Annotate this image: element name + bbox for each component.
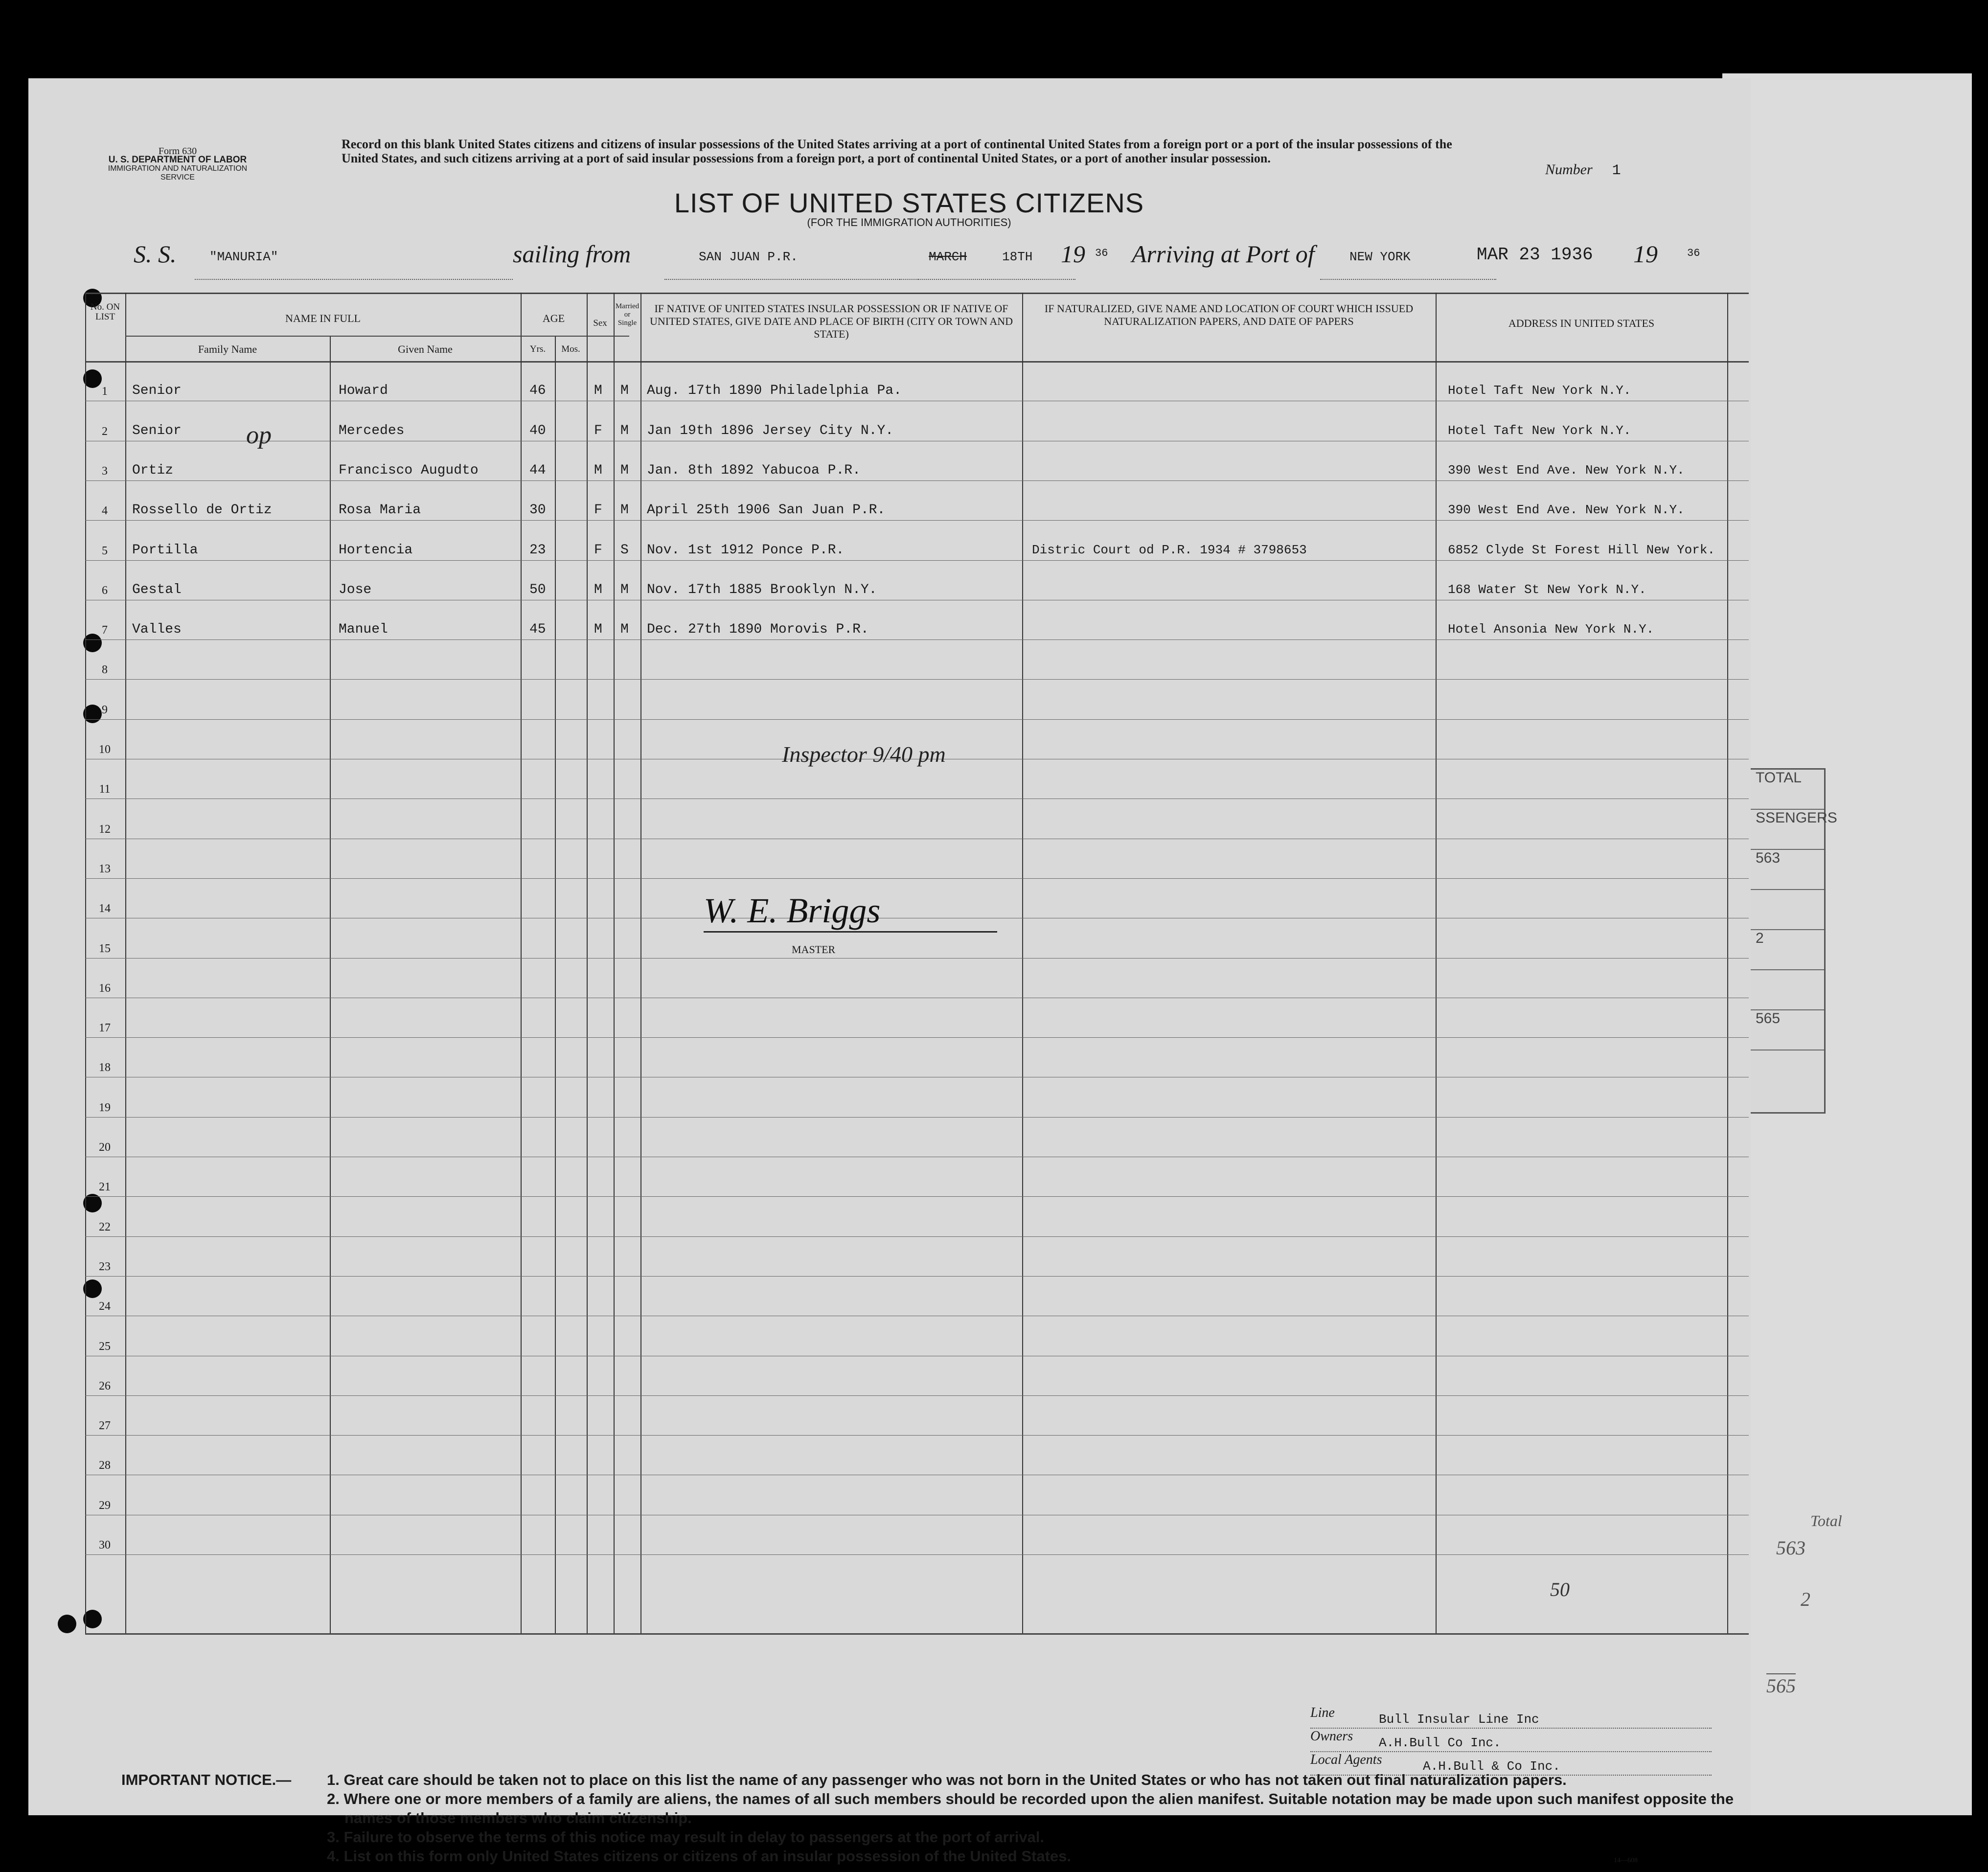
- cell-naturalized: Distric Court od P.R. 1934 # 3798653: [1032, 542, 1307, 557]
- cell-ms: M: [620, 502, 629, 518]
- row-number: 23: [99, 1260, 111, 1273]
- col-border: [1022, 293, 1023, 1633]
- cell-ms: M: [620, 383, 629, 399]
- cell-sex: M: [594, 383, 602, 399]
- cell-family: Senior: [132, 423, 182, 438]
- cell-address: Hotel Ansonia New York N.Y.: [1448, 622, 1654, 637]
- row-number: 25: [99, 1340, 111, 1353]
- row-number: 22: [99, 1220, 111, 1233]
- subheader-border: [125, 336, 629, 337]
- col-border: [1727, 293, 1728, 1633]
- number-value: 1: [1612, 162, 1621, 179]
- col-married-single: Married or Single: [615, 302, 640, 327]
- cell-sex: M: [594, 582, 602, 597]
- row-rule: [85, 1554, 1749, 1555]
- table-header-border: [85, 361, 1749, 363]
- col-naturalized: IF NATURALIZED, GIVE NAME AND LOCATION OF COURT WHICH ISSUED NATURALIZATION PAPERS, AND DATE OF PAPERS: [1044, 302, 1414, 327]
- notice-list: [327, 1770, 1736, 1866]
- row-rule: [85, 679, 1749, 680]
- cell-address: 390 West End Ave. New York N.Y.: [1448, 462, 1685, 478]
- row-number: 17: [99, 1022, 111, 1035]
- manifest-sheet: [28, 78, 1751, 1865]
- shipping-agents: [1310, 1705, 1712, 1776]
- tally-blank-2: [1751, 970, 1824, 1010]
- line-row: [1310, 1705, 1712, 1729]
- col-given-name: Given Name: [398, 343, 453, 355]
- ship-name: "MANURIA": [195, 250, 513, 280]
- cell-yrs: 50: [529, 582, 546, 597]
- row-rule: [85, 639, 1749, 640]
- cell-yrs: 45: [529, 622, 546, 638]
- cell-given: Hortencia: [339, 542, 413, 558]
- cell-yrs: 44: [529, 462, 546, 478]
- local-agents-value: A.H.Bull & Co Inc.: [1423, 1759, 1560, 1774]
- service-name: IMMIGRATION AND NATURALIZATION SERVICE: [108, 164, 248, 182]
- cell-ms: M: [620, 423, 629, 438]
- row-number: 28: [99, 1459, 111, 1472]
- list-number: [1545, 161, 1621, 179]
- arrival-date-stamp: MAR 23 1936: [1477, 245, 1593, 265]
- row-number: 13: [99, 862, 111, 875]
- cell-given: Rosa Maria: [339, 502, 421, 518]
- row-rule: [85, 719, 1749, 720]
- cell-given: Howard: [339, 383, 388, 399]
- row-number: 12: [99, 822, 111, 836]
- row-number: 18: [99, 1061, 111, 1074]
- cell-address: Hotel Taft New York N.Y.: [1448, 383, 1631, 398]
- line-label: Line: [1310, 1705, 1335, 1720]
- cell-sex: F: [594, 542, 602, 558]
- arrival-port: NEW YORK: [1320, 250, 1496, 280]
- number-label: Number: [1545, 161, 1593, 178]
- row-rule: [85, 520, 1749, 521]
- cell-ms: M: [620, 462, 629, 478]
- arrival-year: 36: [1687, 247, 1700, 259]
- row-number: 2: [102, 425, 108, 438]
- row-number: 19: [99, 1101, 111, 1114]
- cell-address: 6852 Clyde St Forest Hill New York.: [1448, 542, 1715, 557]
- col-border: [330, 337, 331, 1633]
- cell-ms: S: [620, 542, 629, 558]
- arriving-label: Arriving at Port of: [1132, 240, 1315, 268]
- table-top-border: [85, 293, 1749, 294]
- row-number: 3: [102, 464, 108, 478]
- col-border: [587, 293, 588, 1633]
- cell-yrs: 30: [529, 502, 546, 518]
- row-number: 24: [99, 1300, 111, 1313]
- tally-blank: [1751, 890, 1824, 930]
- arrival-year-prefix: 19: [1633, 240, 1658, 268]
- master-label: MASTER: [792, 943, 836, 956]
- row-rule: [85, 1117, 1749, 1118]
- page-title: LIST OF UNITED STATES CITIZENS: [674, 187, 1144, 218]
- inspector-signature: Inspector 9/40 pm: [782, 742, 946, 767]
- row-rule: [85, 480, 1749, 481]
- margin-total-label: Total: [1810, 1512, 1842, 1530]
- tally-value-2: 2: [1751, 930, 1824, 970]
- col-mos: Mos.: [561, 344, 580, 354]
- cell-given: Francisco Augudto: [339, 462, 479, 478]
- cell-given: Jose: [339, 582, 372, 597]
- cell-sex: F: [594, 423, 602, 438]
- master-signature: W. E. Briggs: [704, 890, 997, 933]
- cell-birth: Jan 19th 1896 Jersey City N.Y.: [647, 423, 894, 438]
- row-number: 9: [102, 703, 108, 716]
- page-subtitle: (FOR THE IMMIGRATION AUTHORITIES): [807, 216, 1011, 228]
- row-number: 16: [99, 982, 111, 995]
- row-number: 4: [102, 504, 108, 518]
- owners-value: A.H.Bull Co Inc.: [1379, 1735, 1501, 1750]
- owners-label: Owners: [1310, 1729, 1353, 1744]
- tally-passengers-label: SSENGERS: [1751, 810, 1824, 850]
- col-border: [555, 337, 556, 1633]
- print-code: 14—608: [1614, 1857, 1638, 1864]
- passenger-tally-box: [1749, 768, 1837, 1114]
- margin-total-3: 565: [1766, 1673, 1796, 1697]
- cell-birth: Aug. 17th 1890 Philadelphia Pa.: [647, 383, 902, 399]
- row-rule: [85, 1435, 1749, 1436]
- sail-month: MARCH: [899, 250, 1075, 280]
- cell-family: Senior: [132, 383, 182, 399]
- cell-birth: Nov. 17th 1885 Brooklyn N.Y.: [647, 582, 877, 597]
- record-instructions: Record on this blank United States citizens and citizens of insular possessions of the United States arriving at a port of continental United States from a foreign port or a port of the insular possessions of the United States, and such citizens arriving at a port of said insular possessions from a foreign port, a port of continental United States, or a port of another insular possession.: [342, 137, 1452, 165]
- cell-yrs: 46: [529, 383, 546, 399]
- binder-hole: [58, 1615, 76, 1633]
- cell-given: Mercedes: [339, 423, 405, 438]
- form-identifier: [92, 147, 263, 182]
- row-rule: [85, 958, 1749, 959]
- sailing-from-label: sailing from: [513, 240, 631, 268]
- cell-sex: M: [594, 622, 602, 638]
- margin-total-2: 2: [1801, 1588, 1810, 1610]
- row-number: 26: [99, 1379, 111, 1393]
- row-rule: [85, 1395, 1749, 1396]
- cell-family: Valles: [132, 622, 182, 638]
- cell-birth: Nov. 1st 1912 Ponce P.R.: [647, 542, 845, 558]
- tally-value-3: 565: [1751, 1010, 1824, 1050]
- col-border: [614, 293, 615, 1633]
- col-family-name: Family Name: [198, 343, 257, 355]
- margin-total-1: 563: [1776, 1537, 1805, 1559]
- cell-birth: Jan. 8th 1892 Yabucoa P.R.: [647, 462, 861, 478]
- cell-given: Manuel: [339, 622, 388, 638]
- handwritten-op-annotation: op: [246, 421, 272, 449]
- col-name-in-full: NAME IN FULL: [285, 312, 361, 324]
- page-mark: 50: [1550, 1578, 1570, 1600]
- from-port: SAN JUAN P.R.: [664, 250, 919, 280]
- row-number: 30: [99, 1539, 111, 1552]
- row-number: 27: [99, 1419, 111, 1433]
- row-number: 15: [99, 942, 111, 955]
- col-birth: IF NATIVE OF UNITED STATES INSULAR POSSESSION OR IF NATIVE OF UNITED STATES, GIVE DATE AND PLACE OF BIRTH (CITY OR TOWN AND STATE): [649, 302, 1013, 340]
- table-bottom-border: [85, 1633, 1749, 1635]
- row-rule: [85, 1276, 1749, 1277]
- row-number: 29: [99, 1499, 111, 1512]
- cell-sex: F: [594, 502, 602, 518]
- cell-birth: April 25th 1906 San Juan P.R.: [647, 502, 886, 518]
- form-number: Form 630: [158, 146, 197, 157]
- cell-family: Portilla: [132, 542, 198, 558]
- row-number: 5: [102, 544, 108, 557]
- row-number: 7: [102, 624, 108, 637]
- notice-item: 1. Great care should be taken not to place on this list the name of any passenger who was not born in the United States or who has not taken out final naturalization papers.: [327, 1771, 1567, 1788]
- col-border: [521, 293, 522, 1633]
- cell-birth: Dec. 27th 1890 Morovis P.R.: [647, 622, 869, 638]
- cell-family: Gestal: [132, 582, 182, 597]
- sail-day: 18TH: [1002, 250, 1033, 264]
- row-number: 20: [99, 1141, 111, 1154]
- row-rule: [85, 560, 1749, 561]
- row-number: 1: [102, 385, 108, 398]
- col-sex: Sex: [593, 318, 607, 328]
- col-border: [1436, 293, 1437, 1633]
- row-number: 21: [99, 1181, 111, 1194]
- col-yrs: Yrs.: [529, 344, 546, 354]
- row-rule: [85, 1236, 1749, 1237]
- passenger-table: [85, 293, 1749, 1633]
- notice-item: 2. Where one or more members of a family are aliens, the names of all such members should be recorded upon the alien manifest. Suitable notation may be made upon such manifest opposite the names of those members who claim citizenship.: [327, 1790, 1734, 1826]
- row-rule: [85, 878, 1749, 879]
- cell-yrs: 40: [529, 423, 546, 438]
- year-prefix: 19: [1061, 240, 1085, 268]
- line-value: Bull Insular Line Inc: [1379, 1712, 1539, 1727]
- cell-family: Rossello de Ortiz: [132, 502, 272, 518]
- local-agents-label: Local Agents: [1310, 1752, 1382, 1767]
- cell-address: 390 West End Ave. New York N.Y.: [1448, 502, 1685, 518]
- col-age: AGE: [542, 312, 565, 324]
- row-number: 6: [102, 584, 108, 597]
- col-border: [125, 293, 126, 1633]
- cell-yrs: 23: [529, 542, 546, 558]
- notice-item: 4. List on this form only United States citizens or citizens of an insular possession of the United States.: [327, 1848, 1071, 1865]
- row-number: 10: [99, 743, 111, 756]
- tally-total-label: TOTAL: [1751, 770, 1824, 810]
- row-number: 11: [99, 783, 111, 796]
- notice-lead: IMPORTANT NOTICE.—: [121, 1771, 292, 1788]
- owners-row: [1310, 1729, 1712, 1752]
- row-number: 14: [99, 902, 111, 915]
- col-border: [640, 293, 641, 1633]
- tally-value-1: 563: [1751, 850, 1824, 890]
- cell-sex: M: [594, 462, 602, 478]
- col-no: No. ON LIST: [90, 302, 120, 322]
- row-number: 8: [102, 663, 108, 677]
- cell-ms: M: [620, 582, 629, 597]
- department-name: U. S. DEPARTMENT OF LABOR: [108, 155, 247, 165]
- cell-ms: M: [620, 622, 629, 638]
- row-rule: [85, 1037, 1749, 1038]
- cell-address: Hotel Taft New York N.Y.: [1448, 423, 1631, 438]
- cell-family: Ortiz: [132, 462, 174, 478]
- notice-item: 3. Failure to observe the terms of this notice may result in delay to passengers at the port of arrival.: [327, 1828, 1045, 1846]
- col-address: ADDRESS IN UNITED STATES: [1508, 317, 1655, 329]
- sail-year: 36: [1095, 247, 1108, 259]
- cell-address: 168 Water St New York N.Y.: [1448, 582, 1646, 597]
- row-rule: [85, 1196, 1749, 1197]
- ss-label: S. S.: [134, 240, 177, 268]
